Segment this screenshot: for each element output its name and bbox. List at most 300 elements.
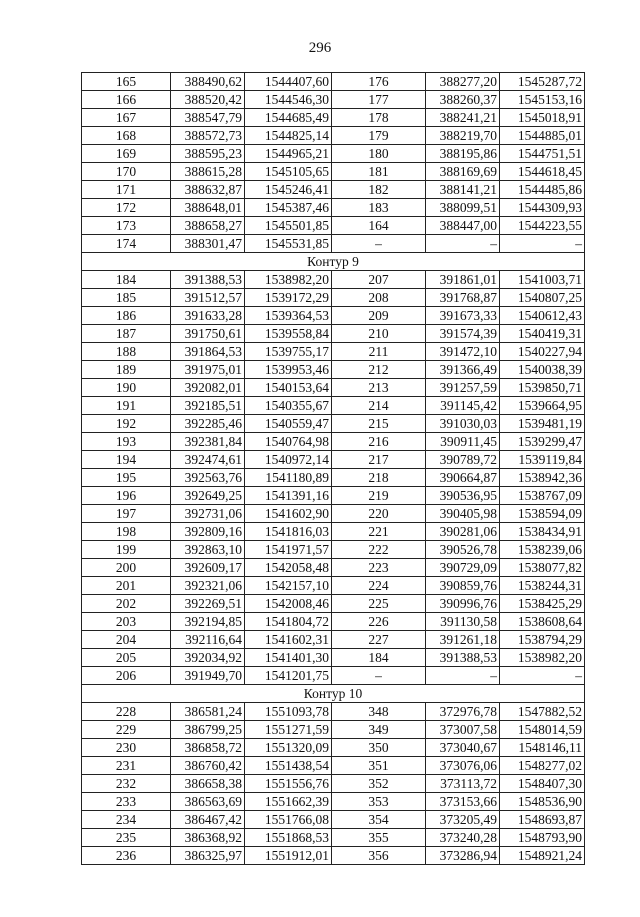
table-cell: 234 bbox=[82, 811, 171, 829]
table-cell: 391030,03 bbox=[426, 415, 500, 433]
table-cell: 220 bbox=[332, 505, 426, 523]
table-row bbox=[82, 145, 585, 163]
table-row bbox=[82, 199, 585, 217]
table-cell: 1539481,19 bbox=[500, 415, 585, 433]
table-cell: 1540419,31 bbox=[500, 325, 585, 343]
table-cell: 372976,78 bbox=[426, 703, 500, 721]
table-row bbox=[82, 847, 585, 865]
table-cell: 392649,25 bbox=[171, 487, 245, 505]
table-cell: 373286,94 bbox=[426, 847, 500, 865]
table-cell: 1538239,06 bbox=[500, 541, 585, 559]
table-cell: 199 bbox=[82, 541, 171, 559]
table-cell: 184 bbox=[82, 271, 171, 289]
table-cell: 388648,01 bbox=[171, 199, 245, 217]
table-cell: 386858,72 bbox=[171, 739, 245, 757]
table-cell: 179 bbox=[332, 127, 426, 145]
table-row bbox=[82, 487, 585, 505]
table-cell: 1551438,54 bbox=[245, 757, 332, 775]
table-cell: 392731,06 bbox=[171, 505, 245, 523]
table-cell: 200 bbox=[82, 559, 171, 577]
table-cell: 192 bbox=[82, 415, 171, 433]
table-cell: 348 bbox=[332, 703, 426, 721]
table-cell: 194 bbox=[82, 451, 171, 469]
table-cell: 391975,01 bbox=[171, 361, 245, 379]
table-cell: – bbox=[500, 235, 585, 253]
table-cell: 373205,49 bbox=[426, 811, 500, 829]
table-cell: 1545105,65 bbox=[245, 163, 332, 181]
table-cell: 392809,16 bbox=[171, 523, 245, 541]
table-cell: 171 bbox=[82, 181, 171, 199]
table-cell: 210 bbox=[332, 325, 426, 343]
table-cell: 183 bbox=[332, 199, 426, 217]
table-cell: 1540227,94 bbox=[500, 343, 585, 361]
table-row bbox=[82, 541, 585, 559]
table-cell: 392563,76 bbox=[171, 469, 245, 487]
table-cell: 213 bbox=[332, 379, 426, 397]
table-cell: 1539119,84 bbox=[500, 451, 585, 469]
section-header-row bbox=[82, 253, 585, 271]
table-cell: 373113,72 bbox=[426, 775, 500, 793]
table-row bbox=[82, 307, 585, 325]
table-cell: – bbox=[332, 235, 426, 253]
table-row bbox=[82, 235, 585, 253]
table-cell: 391261,18 bbox=[426, 631, 500, 649]
table-cell: 390526,78 bbox=[426, 541, 500, 559]
table-cell: 236 bbox=[82, 847, 171, 865]
table-cell: 392194,85 bbox=[171, 613, 245, 631]
table-cell: 1548793,90 bbox=[500, 829, 585, 847]
section-title: Контур 9 bbox=[82, 253, 585, 271]
table-cell: 392381,84 bbox=[171, 433, 245, 451]
table-cell: 221 bbox=[332, 523, 426, 541]
table-row bbox=[82, 505, 585, 523]
table-cell: 1541804,72 bbox=[245, 613, 332, 631]
table-cell: 218 bbox=[332, 469, 426, 487]
table-row bbox=[82, 325, 585, 343]
table-cell: 392474,61 bbox=[171, 451, 245, 469]
table-cell: 184 bbox=[332, 649, 426, 667]
table-row bbox=[82, 703, 585, 721]
table-cell: 196 bbox=[82, 487, 171, 505]
table-cell: 386581,24 bbox=[171, 703, 245, 721]
table-cell: 232 bbox=[82, 775, 171, 793]
table-cell: 386799,25 bbox=[171, 721, 245, 739]
section-header-row bbox=[82, 685, 585, 703]
table-cell: 223 bbox=[332, 559, 426, 577]
table-cell: 189 bbox=[82, 361, 171, 379]
table-cell: 386368,92 bbox=[171, 829, 245, 847]
table-cell: 1540764,98 bbox=[245, 433, 332, 451]
table-cell: 1544485,86 bbox=[500, 181, 585, 199]
table-cell: 190 bbox=[82, 379, 171, 397]
table-cell: 1538767,09 bbox=[500, 487, 585, 505]
table-row bbox=[82, 775, 585, 793]
table-cell: 1541816,03 bbox=[245, 523, 332, 541]
table-cell: 1542008,46 bbox=[245, 595, 332, 613]
table-cell: 388099,51 bbox=[426, 199, 500, 217]
table-cell: 391257,59 bbox=[426, 379, 500, 397]
table-cell: 235 bbox=[82, 829, 171, 847]
table-cell: 201 bbox=[82, 577, 171, 595]
table-cell: 373240,28 bbox=[426, 829, 500, 847]
table-row bbox=[82, 127, 585, 145]
table-cell: 390789,72 bbox=[426, 451, 500, 469]
table-cell: 215 bbox=[332, 415, 426, 433]
table-cell: 1540612,43 bbox=[500, 307, 585, 325]
table-cell: 191 bbox=[82, 397, 171, 415]
table-row bbox=[82, 181, 585, 199]
table-cell: 391633,28 bbox=[171, 307, 245, 325]
table-cell: 1548693,87 bbox=[500, 811, 585, 829]
table-cell: 391574,39 bbox=[426, 325, 500, 343]
page-number: 296 bbox=[308, 40, 332, 56]
table-cell: 391750,61 bbox=[171, 325, 245, 343]
table-cell: 1541003,71 bbox=[500, 271, 585, 289]
table-cell: 169 bbox=[82, 145, 171, 163]
table-cell: 1544309,93 bbox=[500, 199, 585, 217]
table-cell: 181 bbox=[332, 163, 426, 181]
table-cell: 391388,53 bbox=[171, 271, 245, 289]
table-cell: 1538608,64 bbox=[500, 613, 585, 631]
table-row bbox=[82, 451, 585, 469]
table-cell: 390996,76 bbox=[426, 595, 500, 613]
table-cell: 1545387,46 bbox=[245, 199, 332, 217]
table-cell: 1540559,47 bbox=[245, 415, 332, 433]
table-row bbox=[82, 595, 585, 613]
table-cell: 1539558,84 bbox=[245, 325, 332, 343]
table-cell: 187 bbox=[82, 325, 171, 343]
table-cell: 1545018,91 bbox=[500, 109, 585, 127]
table-cell: 391861,01 bbox=[426, 271, 500, 289]
table-cell: 351 bbox=[332, 757, 426, 775]
table-cell: 198 bbox=[82, 523, 171, 541]
table-cell: 1548536,90 bbox=[500, 793, 585, 811]
table-cell: 388595,23 bbox=[171, 145, 245, 163]
table-cell: 1548014,59 bbox=[500, 721, 585, 739]
table-cell: 391512,57 bbox=[171, 289, 245, 307]
table-cell: 1545153,16 bbox=[500, 91, 585, 109]
table-cell: 178 bbox=[332, 109, 426, 127]
table-cell: 1540807,25 bbox=[500, 289, 585, 307]
table-cell: 228 bbox=[82, 703, 171, 721]
table-cell: 390281,06 bbox=[426, 523, 500, 541]
table-cell: 352 bbox=[332, 775, 426, 793]
table-cell: 203 bbox=[82, 613, 171, 631]
table-cell: 1545246,41 bbox=[245, 181, 332, 199]
table-cell: 224 bbox=[332, 577, 426, 595]
table-cell: 1544223,55 bbox=[500, 217, 585, 235]
table-cell: 388615,28 bbox=[171, 163, 245, 181]
table-cell: 219 bbox=[332, 487, 426, 505]
table-cell: 1544407,60 bbox=[245, 73, 332, 91]
table-cell: 392863,10 bbox=[171, 541, 245, 559]
table-cell: 193 bbox=[82, 433, 171, 451]
table-cell: 1540355,67 bbox=[245, 397, 332, 415]
table-cell: 392269,51 bbox=[171, 595, 245, 613]
table-cell: 388447,00 bbox=[426, 217, 500, 235]
table-row bbox=[82, 73, 585, 91]
table-cell: 388520,42 bbox=[171, 91, 245, 109]
table-row bbox=[82, 829, 585, 847]
table-cell: 1548921,24 bbox=[500, 847, 585, 865]
table-cell: 390664,87 bbox=[426, 469, 500, 487]
table-cell: 1548277,02 bbox=[500, 757, 585, 775]
table-cell: 1541391,16 bbox=[245, 487, 332, 505]
table-cell: 392285,46 bbox=[171, 415, 245, 433]
table-cell: 1538982,20 bbox=[500, 649, 585, 667]
table-cell: 186 bbox=[82, 307, 171, 325]
table-cell: 167 bbox=[82, 109, 171, 127]
table-cell: 1539664,95 bbox=[500, 397, 585, 415]
table-cell: 388277,20 bbox=[426, 73, 500, 91]
table-row bbox=[82, 361, 585, 379]
table-cell: 1551320,09 bbox=[245, 739, 332, 757]
table-cell: 388260,37 bbox=[426, 91, 500, 109]
table-row bbox=[82, 397, 585, 415]
table-cell: 1539755,17 bbox=[245, 343, 332, 361]
table-cell: 388195,86 bbox=[426, 145, 500, 163]
table-cell: 1544965,21 bbox=[245, 145, 332, 163]
table-cell: 392321,06 bbox=[171, 577, 245, 595]
table-cell: 390536,95 bbox=[426, 487, 500, 505]
table-cell: 386658,38 bbox=[171, 775, 245, 793]
table-cell: 173 bbox=[82, 217, 171, 235]
table-cell: 1545287,72 bbox=[500, 73, 585, 91]
table-cell: 1551766,08 bbox=[245, 811, 332, 829]
table-cell: 388301,47 bbox=[171, 235, 245, 253]
table-cell: 1551556,76 bbox=[245, 775, 332, 793]
table-cell: 349 bbox=[332, 721, 426, 739]
table-cell: 388219,70 bbox=[426, 127, 500, 145]
table-cell: 188 bbox=[82, 343, 171, 361]
table-row bbox=[82, 91, 585, 109]
table-cell: 1548407,30 bbox=[500, 775, 585, 793]
table-cell: 391864,53 bbox=[171, 343, 245, 361]
table-cell: 166 bbox=[82, 91, 171, 109]
table-cell: 211 bbox=[332, 343, 426, 361]
table-row bbox=[82, 613, 585, 631]
section-title: Контур 10 bbox=[82, 685, 585, 703]
table-cell: 350 bbox=[332, 739, 426, 757]
table-cell: 1538942,36 bbox=[500, 469, 585, 487]
table-cell: 392116,64 bbox=[171, 631, 245, 649]
table-cell: – bbox=[332, 667, 426, 685]
table-cell: 1544685,49 bbox=[245, 109, 332, 127]
table-cell: 226 bbox=[332, 613, 426, 631]
table-row bbox=[82, 271, 585, 289]
table-row bbox=[82, 469, 585, 487]
table-cell: 170 bbox=[82, 163, 171, 181]
table-cell: 391673,33 bbox=[426, 307, 500, 325]
table-cell: 164 bbox=[332, 217, 426, 235]
table-cell: 172 bbox=[82, 199, 171, 217]
table-cell: 1541971,57 bbox=[245, 541, 332, 559]
table-row bbox=[82, 811, 585, 829]
table-cell: 388572,73 bbox=[171, 127, 245, 145]
table-cell: 1542157,10 bbox=[245, 577, 332, 595]
table-cell: 388632,87 bbox=[171, 181, 245, 199]
table-cell: 1551868,53 bbox=[245, 829, 332, 847]
table-cell: 1539953,46 bbox=[245, 361, 332, 379]
table-cell: – bbox=[500, 667, 585, 685]
table-cell: 353 bbox=[332, 793, 426, 811]
table-row bbox=[82, 559, 585, 577]
table-cell: 388141,21 bbox=[426, 181, 500, 199]
table-cell: 388547,79 bbox=[171, 109, 245, 127]
table-cell: 386760,42 bbox=[171, 757, 245, 775]
table-cell: 373153,66 bbox=[426, 793, 500, 811]
table-cell: 176 bbox=[332, 73, 426, 91]
table-cell: 388658,27 bbox=[171, 217, 245, 235]
table-cell: 1548146,11 bbox=[500, 739, 585, 757]
table-cell: 168 bbox=[82, 127, 171, 145]
table-cell: 1551271,59 bbox=[245, 721, 332, 739]
table-cell: 1539850,71 bbox=[500, 379, 585, 397]
table-cell: 392082,01 bbox=[171, 379, 245, 397]
table-cell: 229 bbox=[82, 721, 171, 739]
table-cell: 391949,70 bbox=[171, 667, 245, 685]
table-cell: 1541602,90 bbox=[245, 505, 332, 523]
table-cell: 1538434,91 bbox=[500, 523, 585, 541]
table-row bbox=[82, 343, 585, 361]
table-cell: 1538244,31 bbox=[500, 577, 585, 595]
table-cell: 1540038,39 bbox=[500, 361, 585, 379]
table-cell: 206 bbox=[82, 667, 171, 685]
table-cell: 214 bbox=[332, 397, 426, 415]
table-cell: 212 bbox=[332, 361, 426, 379]
table-cell: 1544546,30 bbox=[245, 91, 332, 109]
table-cell: 392185,51 bbox=[171, 397, 245, 415]
table-cell: 1540153,64 bbox=[245, 379, 332, 397]
table-cell: 202 bbox=[82, 595, 171, 613]
table-cell: 205 bbox=[82, 649, 171, 667]
table-row bbox=[82, 631, 585, 649]
table-cell: 1544885,01 bbox=[500, 127, 585, 145]
table-cell: 1539364,53 bbox=[245, 307, 332, 325]
table-cell: 1544751,51 bbox=[500, 145, 585, 163]
table-cell: 388169,69 bbox=[426, 163, 500, 181]
table-cell: 1539299,47 bbox=[500, 433, 585, 451]
table-cell: 1541201,75 bbox=[245, 667, 332, 685]
table-cell: 180 bbox=[332, 145, 426, 163]
table-row bbox=[82, 217, 585, 235]
table-cell: 227 bbox=[332, 631, 426, 649]
table-cell: 225 bbox=[332, 595, 426, 613]
table-cell: 355 bbox=[332, 829, 426, 847]
table-row bbox=[82, 739, 585, 757]
table-cell: 177 bbox=[332, 91, 426, 109]
table-cell: 391366,49 bbox=[426, 361, 500, 379]
table-cell: 386467,42 bbox=[171, 811, 245, 829]
table-cell: 182 bbox=[332, 181, 426, 199]
table-cell: 209 bbox=[332, 307, 426, 325]
table-cell: 1545501,85 bbox=[245, 217, 332, 235]
table-cell: 1551093,78 bbox=[245, 703, 332, 721]
table-cell: 391145,42 bbox=[426, 397, 500, 415]
table-cell: 391130,58 bbox=[426, 613, 500, 631]
table-cell: 1541180,89 bbox=[245, 469, 332, 487]
table-cell: 386325,97 bbox=[171, 847, 245, 865]
table-cell: 356 bbox=[332, 847, 426, 865]
table-row bbox=[82, 163, 585, 181]
table-row bbox=[82, 523, 585, 541]
table-cell: 390859,76 bbox=[426, 577, 500, 595]
table-row bbox=[82, 793, 585, 811]
table-cell: 195 bbox=[82, 469, 171, 487]
table-cell: 391388,53 bbox=[426, 649, 500, 667]
table-row bbox=[82, 757, 585, 775]
table-row bbox=[82, 721, 585, 739]
table-cell: 1540972,14 bbox=[245, 451, 332, 469]
table-cell: 165 bbox=[82, 73, 171, 91]
table-cell: 207 bbox=[332, 271, 426, 289]
table-cell: 1538425,29 bbox=[500, 595, 585, 613]
table-cell: 174 bbox=[82, 235, 171, 253]
table-cell: 1541602,31 bbox=[245, 631, 332, 649]
table-cell: 1539172,29 bbox=[245, 289, 332, 307]
table-cell: 390405,98 bbox=[426, 505, 500, 523]
table-cell: 386563,69 bbox=[171, 793, 245, 811]
table-row bbox=[82, 415, 585, 433]
table-cell: 231 bbox=[82, 757, 171, 775]
table-cell: 388490,62 bbox=[171, 73, 245, 91]
table-cell: 373076,06 bbox=[426, 757, 500, 775]
table-cell: 216 bbox=[332, 433, 426, 451]
table-row bbox=[82, 433, 585, 451]
table-cell: 373007,58 bbox=[426, 721, 500, 739]
table-cell: 392609,17 bbox=[171, 559, 245, 577]
table-cell: 391768,87 bbox=[426, 289, 500, 307]
table-cell: 230 bbox=[82, 739, 171, 757]
table-cell: 388241,21 bbox=[426, 109, 500, 127]
table-cell: – bbox=[426, 667, 500, 685]
table-cell: 1551662,39 bbox=[245, 793, 332, 811]
table-cell: 390911,45 bbox=[426, 433, 500, 451]
table-cell: – bbox=[426, 235, 500, 253]
table-cell: 1538594,09 bbox=[500, 505, 585, 523]
table-cell: 1544825,14 bbox=[245, 127, 332, 145]
table-cell: 222 bbox=[332, 541, 426, 559]
table-cell: 197 bbox=[82, 505, 171, 523]
table-row bbox=[82, 109, 585, 127]
table-cell: 1538794,29 bbox=[500, 631, 585, 649]
table-cell: 1541401,30 bbox=[245, 649, 332, 667]
table-cell: 208 bbox=[332, 289, 426, 307]
table-cell: 1545531,85 bbox=[245, 235, 332, 253]
table-cell: 390729,09 bbox=[426, 559, 500, 577]
table-cell: 233 bbox=[82, 793, 171, 811]
table-cell: 1538077,82 bbox=[500, 559, 585, 577]
table-cell: 185 bbox=[82, 289, 171, 307]
table-cell: 204 bbox=[82, 631, 171, 649]
table-cell: 373040,67 bbox=[426, 739, 500, 757]
table-cell: 1538982,20 bbox=[245, 271, 332, 289]
table-row bbox=[82, 289, 585, 307]
table-cell: 392034,92 bbox=[171, 649, 245, 667]
table-cell: 1544618,45 bbox=[500, 163, 585, 181]
table-cell: 217 bbox=[332, 451, 426, 469]
coordinates-table bbox=[81, 72, 585, 865]
table-cell: 1542058,48 bbox=[245, 559, 332, 577]
table-row bbox=[82, 667, 585, 685]
table-row bbox=[82, 379, 585, 397]
table-cell: 354 bbox=[332, 811, 426, 829]
table-cell: 391472,10 bbox=[426, 343, 500, 361]
table-cell: 1551912,01 bbox=[245, 847, 332, 865]
table-row bbox=[82, 577, 585, 595]
table-row bbox=[82, 649, 585, 667]
table-cell: 1547882,52 bbox=[500, 703, 585, 721]
